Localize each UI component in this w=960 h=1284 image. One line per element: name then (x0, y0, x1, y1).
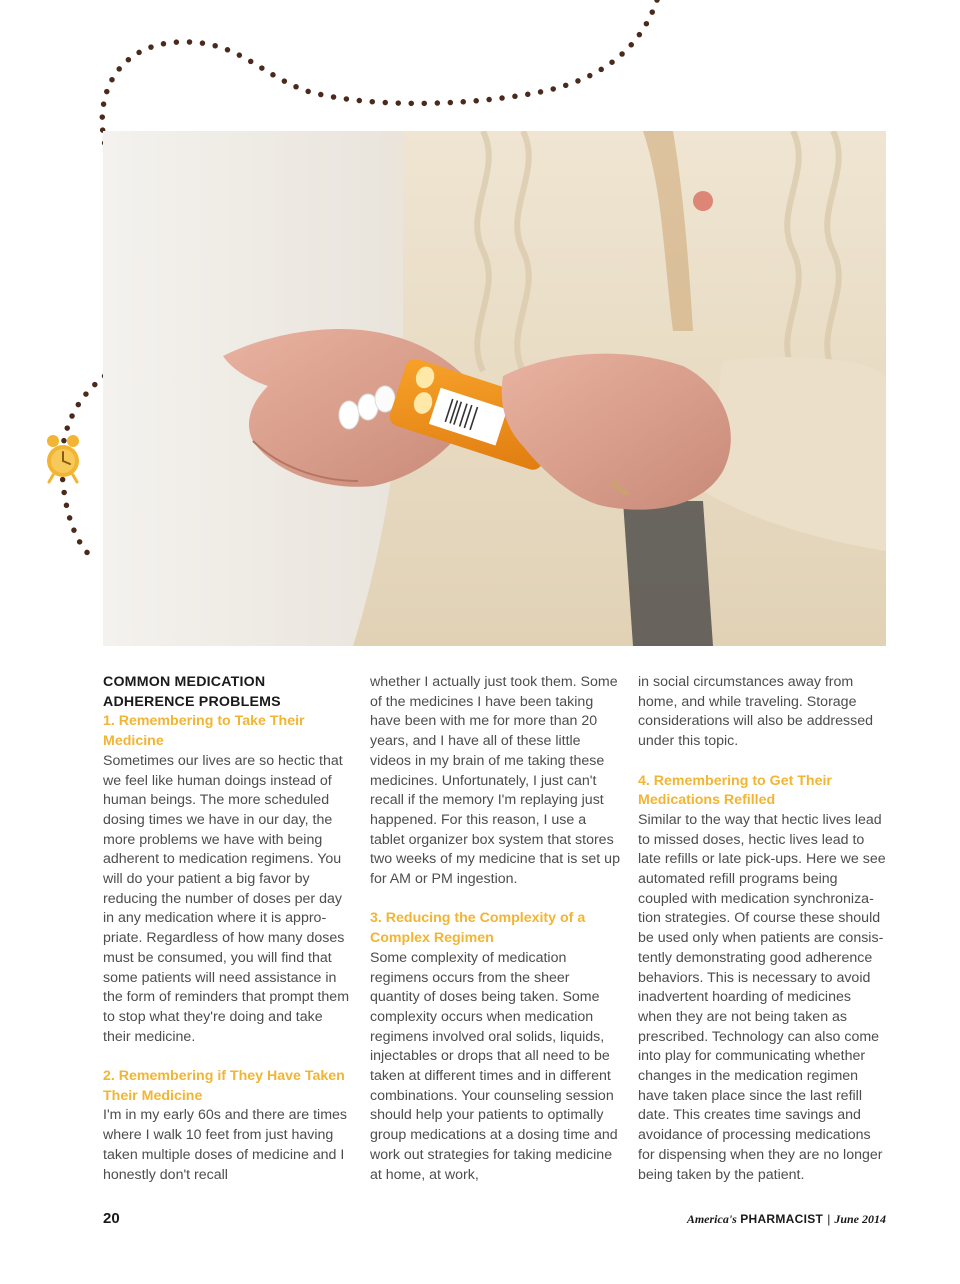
body-paragraph-3-part-1: Some complexity of medication regimens occurs from the sheer quantity of doses being taken. Some complexity occurs when medication regimens involved oral solids, liquids, injectables or drops that all need to be taken at different times and in different combinations. Your counseling session should help your patients to optimally group medications at a dosing time and work out strategies for taking medicine at home, at work, (370, 949, 618, 1183)
article-column-1 (103, 673, 353, 1185)
hero-photo (103, 131, 886, 646)
footer-separator: | (827, 1212, 831, 1226)
magazine-name: PHARMACIST (740, 1212, 824, 1226)
body-paragraph-4: Similar to the way that hectic lives lead to missed doses, hectic lives lead to late refills or late pick-ups. Here we see automated refill programs being coupled with medication synchronization strategies. Of course these should be used only when patients are consistently demonstrating good adherence behaviors. This is necessary to avoid inadvertent hoarding of medicines when they are not being taken as prescribed. Technology can also come into play for communicating whether changes in the medication regimen have taken place since the last refill date. This creates time savings and avoidance of processing medications for dispensing when they are no longer being taken by the patient. (638, 811, 886, 1183)
subheading-1: 1. Remembering to Take Their Medicine (103, 713, 305, 750)
body-paragraph-1: Sometimes our lives are so hectic that we feel like human doings instead of human beings. The more scheduled dosing times we have in our day, the more problems we have with being adherent to medication regimens. You will do your patient a big favor by reducing the number of doses per day in any medication where it is appropriate. Regardless of how many doses must be consumed, you will find that some patients will need assistance in the form of reminders that prompt them to stop what they're doing and take their medicine. (103, 752, 350, 1045)
section-heading: COMMON MEDICATION ADHERENCE PROBLEMS (103, 674, 281, 710)
article-column-3 (638, 673, 888, 1185)
article-column-2 (370, 673, 620, 1185)
page-number: 20 (103, 1210, 120, 1227)
issue-date: June 2014 (834, 1212, 886, 1226)
magazine-prefix: America's (686, 1212, 737, 1226)
magazine-footer (687, 1212, 886, 1227)
body-paragraph-3-part-2: in social circumstances away from home, and while traveling. Storage considerations will also be addressed under this topic. (638, 674, 874, 750)
body-paragraph-2-part-1: I'm in my early 60s and there are times where I walk 10 feet from just having taken multiple doses of medicine and I honestly don't recall (103, 1107, 347, 1183)
subheading-3: 3. Reducing the Complexity of a Complex Regimen (370, 910, 586, 947)
subheading-4: 4. Remembering to Get Their Medications Refilled (638, 772, 832, 809)
subheading-2: 2. Remembering if They Have Taken Their Medicine (103, 1068, 345, 1104)
body-paragraph-2-part-2: whether I actually just took them. Some of the medicines I have been taking have been with me for more than 20 years, and I have all of these little videos in my brain of me taking these medicines. Unfortunately, I just can't recall if the memory I'm replaying just happened. For this reason, I use a tablet organizer box system that stores two weeks of my medicine that is set up for AM or PM ingestion. (370, 674, 620, 888)
